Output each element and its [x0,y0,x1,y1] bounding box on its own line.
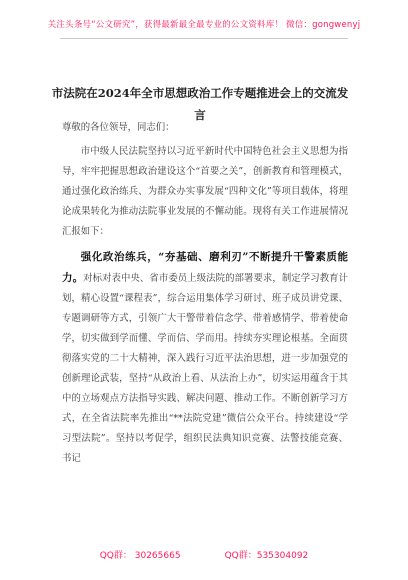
footer-qq-group-1: QQ群： 30265665 [99,551,181,561]
header-divider [60,38,348,39]
paragraph-heading: 强化政治练兵，“夯基础、磨利刃”不断提升干警素质能力。 [62,251,348,284]
footer-qq-group-2: QQ群：535304092 [224,551,309,561]
paragraph-intro: 市中级人民法院坚持以习近平新时代中国特色社会主义思想为指导，牢牢把握思想政治建设这个“首要之关”，创新教育和管理模式，通过强化政治练兵、为群众办实事发展“四种文化”等项目载体，将理论成果转化为推动法院事业发展的不懈动能。现将有关工作进展情况汇报如下： [62,146,348,237]
header-promo-note: 关注头条号“公文研究”，获得最新最全最专业的公文资料库！ 微信：gongwenyj [47,20,361,30]
paragraph-political-training [62,247,348,469]
salutation: 尊敬的各位领导，同志们： [62,122,175,133]
paragraph-body: 对标对表中央、省市委员上级法院的部署要求，制定学习教育计划，精心设置“课程表”，综合运用集体学习研讨、班子成员讲党课、专题调研等方式，引领广大干警带着信念学、带着感情学、带着使命学，切实做到学而懂、学而信、学而用。持续夯实理论根基。全面贯彻落实党的二十大精神，深入践行习近平法治思想，进一步加强党的创新理论武装，坚持“从政治上看、从法治上办”，切实运用蕴含于其中的立场观点方法指导实践、解决问题、推动工作。不断创新学习方式，在全省法院率先推出“**法院党建”微信公众平台。持续建设“学习型法院”。坚持以考促学，组织民法典知识竞赛、法警技能竞赛、书记 [62,273,348,464]
document-title: 市法院在2024年全市思想政治工作专题推进会上的交流发言 [51,86,349,122]
footer-qq-groups [0,548,408,561]
